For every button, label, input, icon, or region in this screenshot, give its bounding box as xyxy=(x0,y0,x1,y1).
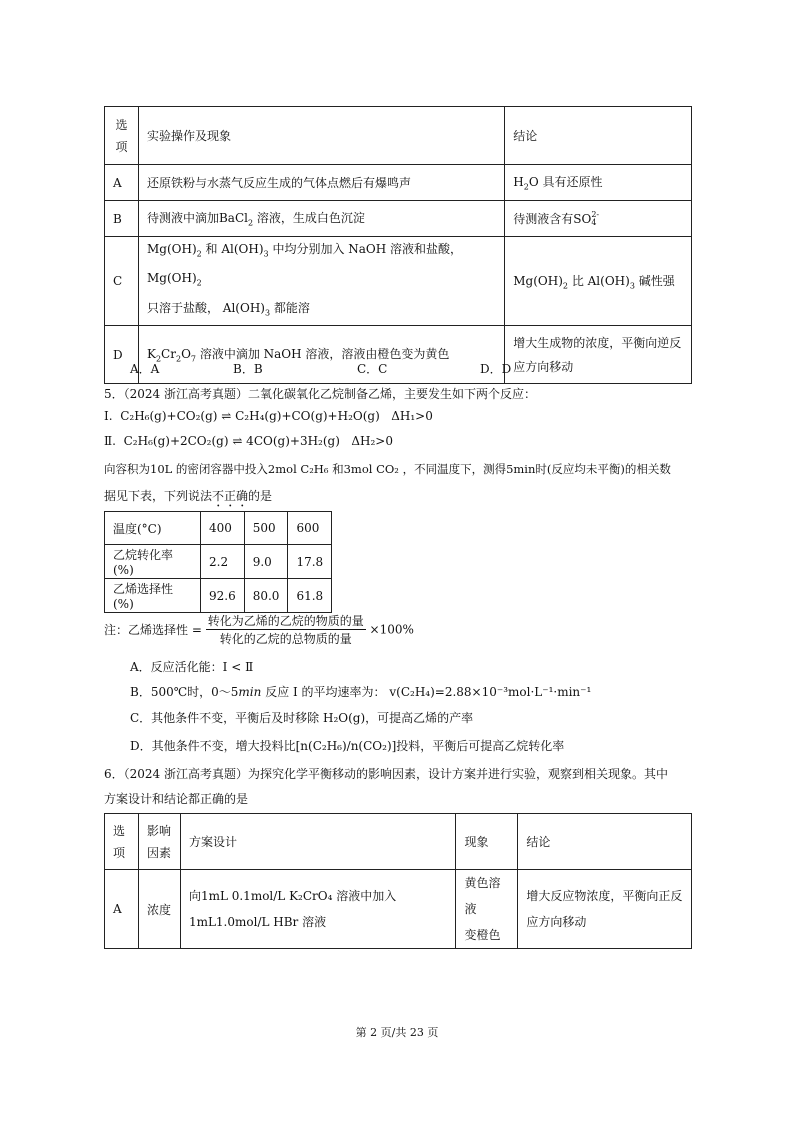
header-design: 方案设计 xyxy=(180,814,456,870)
table-row xyxy=(105,579,332,613)
q6-stem-line-2: 方案设计和结论都正确的是 xyxy=(104,792,249,806)
q5-data-table xyxy=(104,511,332,613)
table-row xyxy=(105,512,332,545)
row-operation: $Mg(OH)_2$ 和 $Al(OH)_3$ 中均分别加入 NaOH 溶液和盐酸， $Mg(OH)_2$ 只溶于盐酸， $Al(OH)_3$ 都能溶 xyxy=(138,237,504,326)
q4-option-b[interactable]: B．B xyxy=(233,362,263,376)
row-conclusion: 待测液含有SO2- 4 xyxy=(505,201,692,237)
cell-label: 温度(°C) xyxy=(105,512,201,545)
q5-description-2: 据见下表，下列说法不正确的是 xyxy=(104,489,273,503)
header-conclusion: 结论 xyxy=(505,107,692,165)
cell: 400 xyxy=(201,512,245,545)
table-row xyxy=(105,201,692,237)
header-option: 选 项 xyxy=(105,814,139,870)
row-operation: 还原铁粉与水蒸气反应生成的气体点燃后有爆鸣声 xyxy=(138,165,504,201)
table-row xyxy=(105,237,692,326)
table-row xyxy=(105,870,692,949)
q5-reaction-2: Ⅱ. C₂H₆(g)+2CO₂(g) ⇌ 4CO(g)+3H₂(g) ΔH₂>0 xyxy=(104,434,393,448)
row-option: C xyxy=(105,237,139,326)
row-conclusion: $Mg(OH)_2$ 比 $Al(OH)_3$ 碱性强 xyxy=(505,237,692,326)
selectivity-fraction: $\frac{\text{转化为乙烯的乙烷的物质的量}}{\text{转化的乙烷的总物质的量}}$ xyxy=(207,614,364,646)
row-option: D xyxy=(105,326,139,384)
cell-label: 乙烷转化率(%) xyxy=(105,545,201,579)
q4-option-c[interactable]: C．C xyxy=(357,362,388,376)
q4-option-a[interactable]: A．A xyxy=(130,362,160,376)
cell: 80.0 xyxy=(244,579,288,613)
header-factor: 影响 因素 xyxy=(138,814,180,870)
cell: 600 xyxy=(288,512,332,545)
emphasis-not-correct: 不正确 xyxy=(212,489,249,503)
cell: 61.8 xyxy=(288,579,332,613)
page-footer: 第 2 页/共 23 页 xyxy=(355,1026,439,1039)
cell-label: 乙烯选择性(%) xyxy=(105,579,201,613)
q5-option-c[interactable]: C．其他条件不变，平衡后及时移除 H₂O(g)，可提高乙烯的产率 xyxy=(130,711,474,725)
row-design: 向1mL 0.1mol/L K₂CrO₄ 溶液中加入 1mL1.0mol/L HBr 溶液 xyxy=(180,870,456,949)
row-conclusion: $H_2O$ 具有还原性 xyxy=(505,165,692,201)
cell: 17.8 xyxy=(288,545,332,579)
table-row xyxy=(105,165,692,201)
cell: 500 xyxy=(244,512,288,545)
q5-selectivity-note: 注：乙烯选择性 = $\frac{\text{转化为乙烯的乙烷的物质的量}}{\text{转化的乙烷的总物质的量}}$ ×100% xyxy=(104,614,414,646)
experiment-table-q4 xyxy=(104,106,692,384)
cell: 9.0 xyxy=(244,545,288,579)
q5-option-d[interactable]: D．其他条件不变，增大投料比[n(C₂H₆)/n(CO₂)]投料，平衡后可提高乙烷转化率 xyxy=(130,739,565,753)
row-option: B xyxy=(105,201,139,237)
cell: 2.2 xyxy=(201,545,245,579)
q4-option-d[interactable]: D．D xyxy=(480,362,512,376)
q5-reaction-1: I. C₂H₆(g)+CO₂(g) ⇌ C₂H₄(g)+CO(g)+H₂O(g) ΔH₁>0 xyxy=(104,409,433,423)
q6-table xyxy=(104,813,692,949)
row-operation: $K_2Cr_2O_7$ 溶液中滴加 NaOH 溶液，溶液由橙色变为黄色 xyxy=(138,326,504,384)
q5-option-a[interactable]: A．反应活化能：I < Ⅱ xyxy=(130,660,254,674)
header-phenomenon: 现象 xyxy=(456,814,518,870)
table-row xyxy=(105,545,332,579)
header-conclusion: 结论 xyxy=(518,814,692,870)
q5-option-b[interactable]: B．500℃时，0～5min 反应 I 的平均速率为： v(C₂H₄)=2.88×10⁻³mol·L⁻¹·min⁻¹ xyxy=(130,685,592,699)
header-operation: 实验操作及现象 xyxy=(138,107,504,165)
cell: 92.6 xyxy=(201,579,245,613)
q5-stem: 5．（2024 浙江高考真题）二氧化碳氧化乙烷制备乙烯，主要发生如下两个反应： xyxy=(104,387,536,401)
row-option: A xyxy=(105,870,139,949)
table-header-row xyxy=(105,814,692,870)
row-option: A xyxy=(105,165,139,201)
row-factor: 浓度 xyxy=(138,870,180,949)
q5-description-1: 向容积为10L 的密闭容器中投入2mol C₂H₆ 和3mol CO₂ ，不同温度下，测得5min时(反应均未平衡)的相关数 xyxy=(104,462,671,476)
row-conclusion: 增大反应物浓度，平衡向正反 应方向移动 xyxy=(518,870,692,949)
header-option: 选 项 xyxy=(105,107,139,165)
row-conclusion: 增大生成物的浓度，平衡向逆反 应方向移动 xyxy=(505,326,692,384)
table-row xyxy=(105,326,692,384)
table-header-row xyxy=(105,107,692,165)
q6-stem-line-1: 6．（2024 浙江高考真题）为探究化学平衡移动的影响因素，设计方案并进行实验，观察到相关现象。其中 xyxy=(104,767,668,781)
row-phenomenon: 黄色溶液 变橙色 xyxy=(456,870,518,949)
row-operation: 待测液中滴加BaCl$_2$ 溶液，生成白色沉淀 xyxy=(138,201,504,237)
